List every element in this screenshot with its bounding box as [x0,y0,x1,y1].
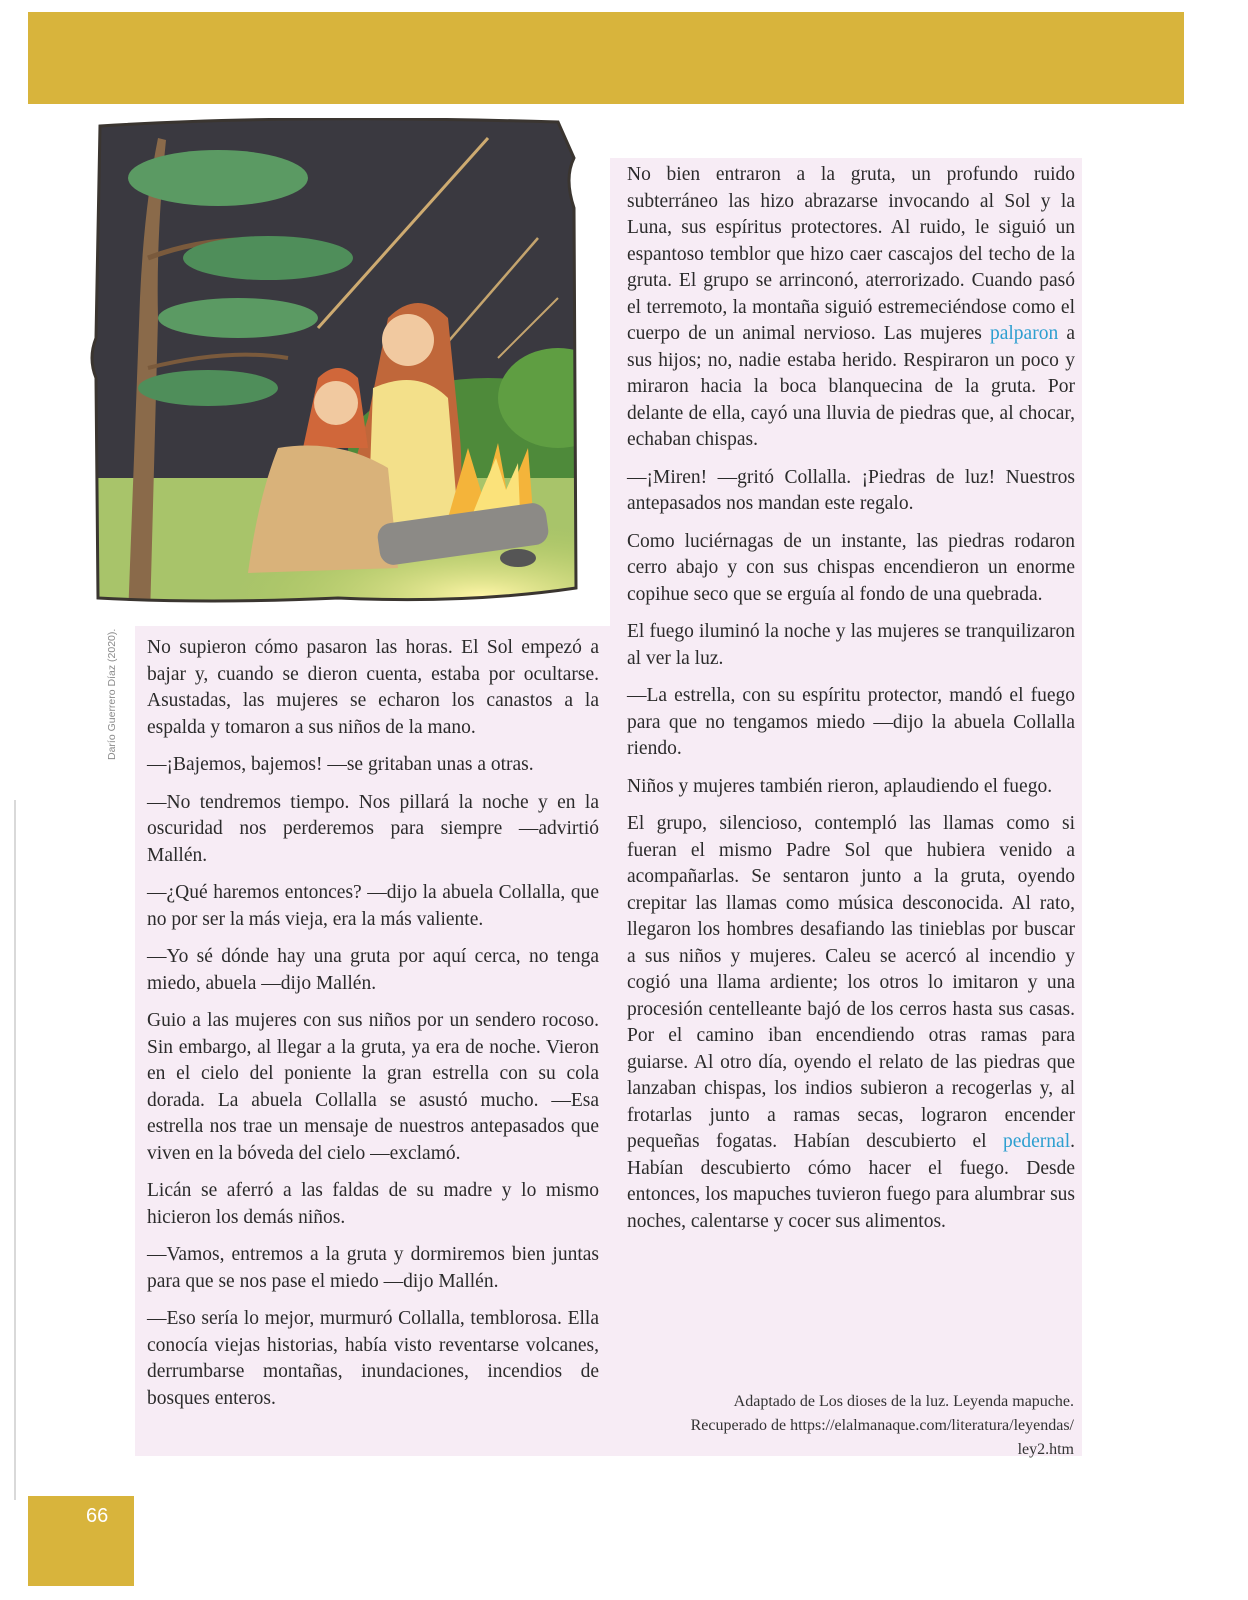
text-run: No bien entraron a la gruta, un profundo ruido subterráneo las hizo abrazarse invocando al Sol y la Luna, sus espíritus protectores. Al ruido, le siguió un espantoso temblor que hizo caer cascajos del techo de la gruta. El grupo se arrinconó, aterrorizado. Cuando pasó el terremoto, la montaña siguió estremeciéndose como el cuerpo de un animal nervioso. Las mujeres [627,164,1075,344]
source-citation [604,1390,1074,1462]
header-band [28,12,1184,104]
paragraph: —La estrella, con su espíritu protector, mandó el fuego para que no tengamos miedo —dijo la abuela Collalla riendo. [627,685,1075,759]
story-column-right [627,162,1075,1246]
paragraph: Niños y mujeres también rieron, aplaudiendo el fuego. [627,775,1053,797]
page-edge-rule [14,800,16,1500]
paragraph: Como luciérnagas de un instante, las piedras rodaron cerro abajo y con sus chispas encendieron un enorme copihue seco que se erguía al fondo de una quebrada. [627,530,1075,605]
paragraph [627,162,1075,454]
paragraph [627,811,1075,1235]
paragraph: —Eso sería lo mejor, murmuró Collalla, temblorosa. Ella conocía viejas historias, había visto reventarse volcanes, derrumbarse montañas, inundaciones, incendios de bosques enteros. [147,1308,599,1409]
source-line: ley2.htm [1017,1441,1074,1458]
glossary-term-palparon[interactable]: palparon [989,323,1059,344]
paragraph: Licán se aferró a las faldas de su madre y lo mismo hicieron los demás niños. [147,1180,599,1228]
text-run: . Habían descubierto cómo hacer el fuego. Desde entonces, los mapuches tuvieron fuego para alumbrar sus noches, calentarse y cocer sus alimentos. [627,1131,1075,1232]
paragraph: —¡Miren! —gritó Collalla. ¡Piedras de luz! Nuestros antepasados nos mandan este regalo. [627,466,1075,514]
text-run: El grupo, silencioso, contempló las llamas como si fueran el mismo Padre Sol que hubiera venido a acompañarlas. Se sentaron junto a la gruta, oyendo crepitar las llamas como música desconocida. Al rato, llegaron los hombres desafiando las tinieblas por buscar a sus niños y mujeres. Caleu se acercó al incendio y cogió una llama ardiente; los otros lo imitaron y una procesión centelleante bajó de los cerros hasta sus casas. Por el camino iban encendiendo otras ramas para guiarse. Al otro día, oyendo el relato de las piedras que lanzaban chispas, los indios subieron a recogerlas y, al frotarlas junto a ramas secas, lograron encender pequeñas fogatas. Habían descubierto el [627,813,1075,1152]
text-run: a sus hijos; no, nadie estaba herido. Respiraron un poco y miraron hacia la boca blanquecina de la gruta. Por delante de ella, cayó una lluvia de piedras que, al chocar, echaban chispas. [627,323,1076,450]
paragraph: —¡Bajemos, bajemos! —se gritaban unas a otras. [147,754,534,775]
page-number-tab [28,1496,134,1586]
illustration-credit: Darío Guerrero Díaz (2020). [106,628,118,760]
paragraph: No supieron cómo pasaron las horas. El Sol empezó a bajar y, cuando se dieron cuenta, estaba por ocultarse. Asustadas, las mujeres se echaron los canastos a la espalda y tomaron a sus niños de la mano. [147,637,599,738]
glossary-term-pedernal[interactable]: pedernal [1002,1131,1071,1152]
night-scene-illustration [88,118,594,626]
page-number: 66 [86,1505,109,1527]
paragraph: Guio a las mujeres con sus niños por un sendero rocoso. Sin embargo, al llegar a la gruta, ya era de noche. Vieron en el cielo del poniente la gran estrella con su cola dorada. La abuela Collalla se asustó mucho. —Esa estrella nos trae un mensaje de nuestros antepasados que viven en la bóveda del cielo —exclamó. [147,1010,599,1164]
paragraph: —Yo sé dónde hay una gruta por aquí cerca, no tenga miedo, abuela —dijo Mallén. [147,946,599,994]
source-line: Recuperado de https://elalmanaque.com/literatura/leyendas/ [690,1417,1074,1434]
paragraph: —Vamos, entremos a la gruta y dormiremos bien juntas para que se nos pase el miedo —dijo Mallén. [147,1244,599,1292]
paragraph: —¿Qué haremos entonces? —dijo la abuela Collalla, que no por ser la más vieja, era la más valiente. [147,882,599,930]
paragraph: El fuego iluminó la noche y las mujeres se tranquilizaron al ver la luz. [627,621,1075,669]
story-column-left [147,635,599,1423]
illustration-svg [88,118,594,626]
source-line: Adaptado de Los dioses de la luz. Leyenda mapuche. [733,1393,1074,1410]
paragraph: —No tendremos tiempo. Nos pillará la noche y en la oscuridad nos perderemos para siempre —advirtió Mallén. [147,791,599,866]
